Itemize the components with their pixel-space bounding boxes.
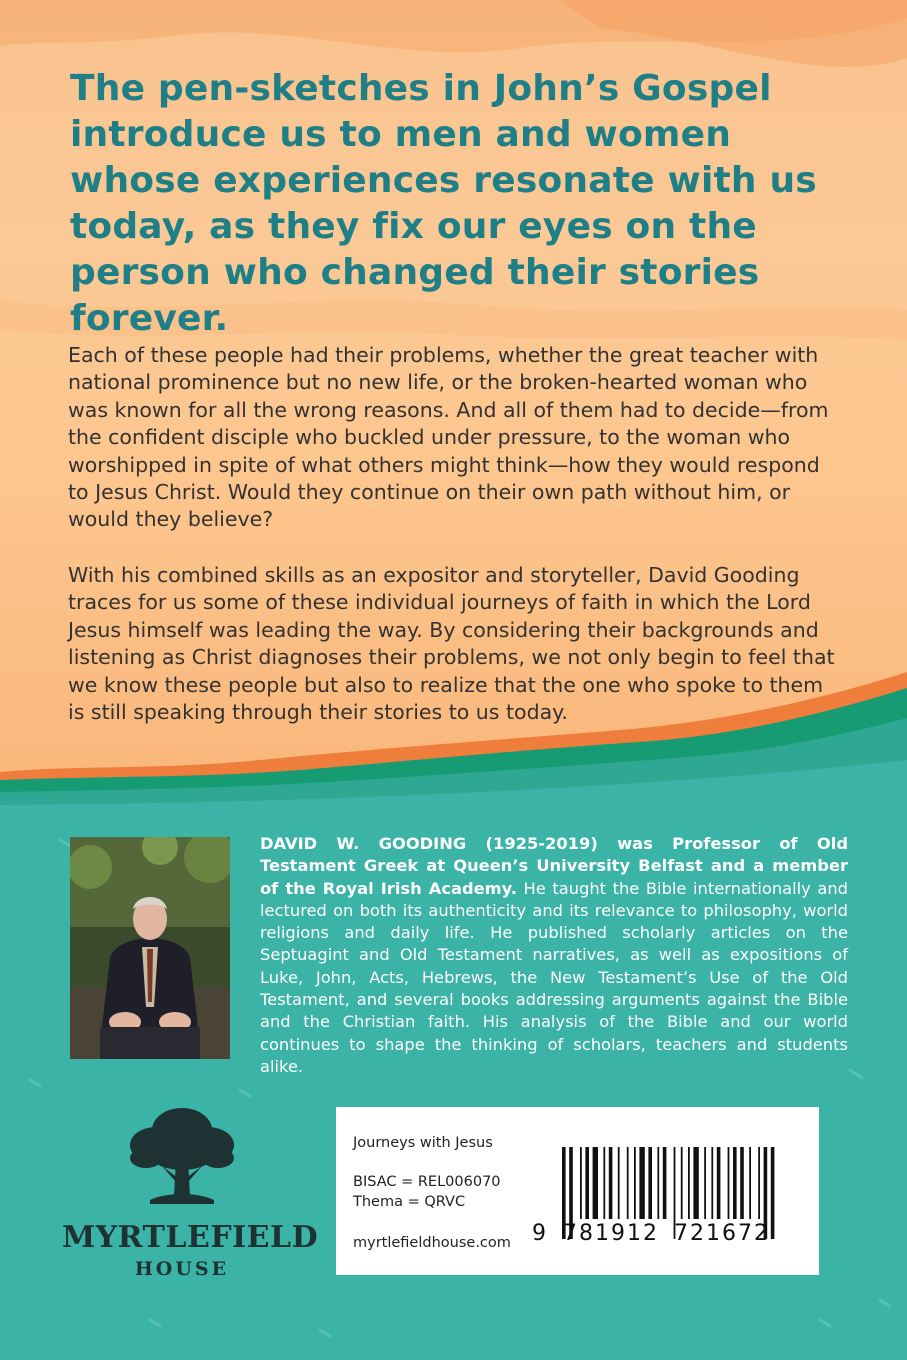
tree-icon: [126, 1100, 238, 1212]
publisher-sub: HOUSE: [134, 1258, 230, 1280]
description-paragraph-2: With his combined skills as an expositor and storyteller, David Gooding traces for us some of these individual journeys of faith in which the Lord Jesus himself was leading the way. By considering their backgrounds and listening as Christ diagnoses their problems, we not only begin to feel that we know these people but also to realize that the one who spoke to them is still speaking through their stories to us today.: [68, 563, 835, 725]
headline-quote: The pen-sketches in John’s Gospel introduce us to men and women whose experiences resonate with us today, as they fix our eyes on the person who changed their stories forever.: [70, 68, 817, 339]
publisher-name: MYRTLEFIELD: [62, 1220, 319, 1255]
isbn-number: 9 781912 721672: [532, 1221, 770, 1246]
publisher-logo: [62, 1100, 319, 1290]
description-paragraph-1: Each of these people had their problems, whether the great teacher with national prominence but no new life, or the broken-hearted woman who was known for all the wrong reasons. And all of them had to decide—from the confident disciple who buckled under pressure, to the woman who worshipped in spite of what others might think—how they would respond to Jesus Christ. Would they continue on their own path without him, or would they believe?: [68, 343, 829, 532]
thema-code: Thema = QRVC: [353, 1194, 466, 1210]
author-bio-bold: DAVID W. GOODING (1925-2019) was Professor of Old Testament Greek at Queen’s University Belfast and a member of the Royal Irish Academy.: [260, 834, 848, 898]
author-bio-text: He taught the Bible internationally and lectured on both its authenticity and its relevance to philosophy, world religions and daily life. He published scholarly articles on the Septuagint and Old Testament narratives, as well as expositions of Luke, John, Acts, Hebrews, the New Testament’s Use of the Old Testament, and several books addressing arguments against the Bible and the Christian faith. His analysis of the Bible and our world continues to shape the thinking of scholars, teachers and students alike.: [260, 878, 848, 1076]
barcode-info-box: [336, 1107, 819, 1275]
book-title: Journeys with Jesus: [353, 1135, 493, 1151]
publisher-website: myrtlefieldhouse.com: [353, 1235, 511, 1251]
author-photo: [70, 837, 230, 1059]
bisac-code: BISAC = REL006070: [353, 1174, 501, 1190]
author-bio: [260, 833, 848, 1078]
